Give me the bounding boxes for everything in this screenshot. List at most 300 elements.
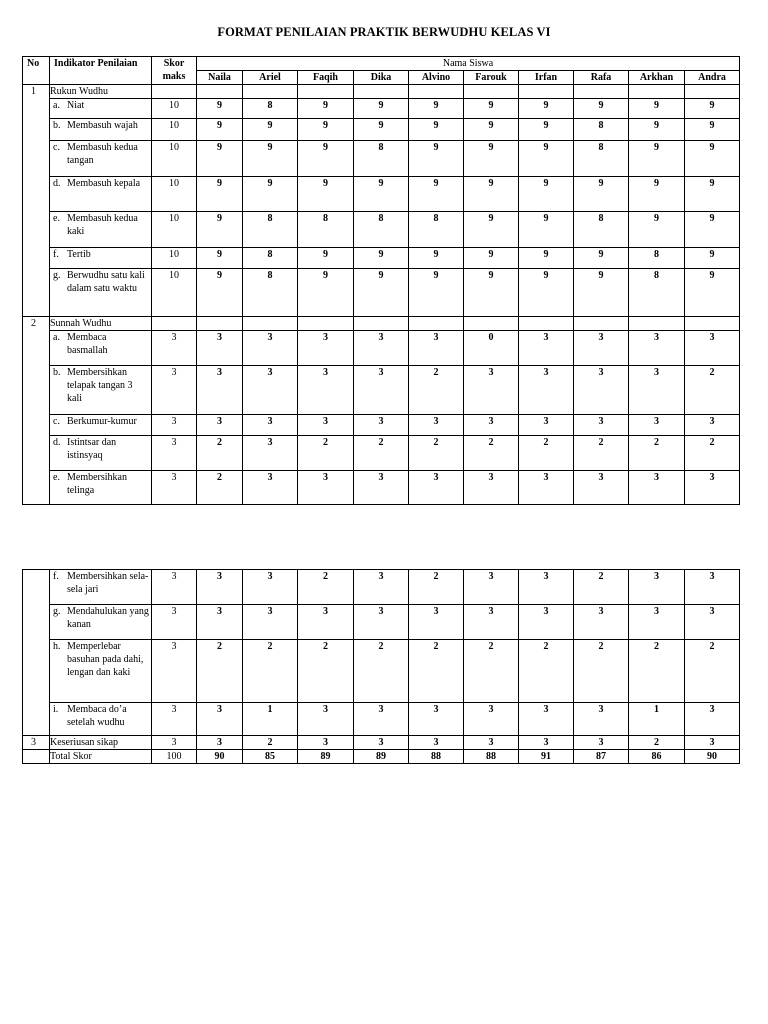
score-cell: 8 (574, 212, 629, 248)
score-cell: 3 (409, 415, 464, 436)
score-cell: 9 (629, 99, 685, 119)
score-cell: 3 (464, 703, 519, 736)
indicator-label: Berkumur-kumur (67, 416, 137, 427)
score-cell: 9 (409, 141, 464, 177)
table-row (23, 436, 740, 471)
score-cell: 3 (354, 415, 409, 436)
section-number-continued (23, 570, 50, 736)
empty-cell (574, 85, 629, 99)
score-cell: 1 (629, 703, 685, 736)
student-name: Farouk (464, 71, 519, 85)
empty-cell (409, 85, 464, 99)
score-cell: 9 (197, 99, 243, 119)
score-cell: 2 (243, 640, 298, 703)
table-row (23, 471, 740, 505)
indicator-letter: g. (53, 606, 61, 617)
score-cell: 9 (409, 99, 464, 119)
indicator-letter: f. (53, 249, 59, 260)
section-title: Rukun Wudhu (50, 85, 152, 99)
max-score-cell: 10 (152, 141, 197, 177)
indicator-label: Mendahulukan yang kanan (67, 606, 149, 630)
score-cell: 8 (243, 248, 298, 269)
score-cell: 8 (243, 269, 298, 317)
score-cell: 3 (574, 471, 629, 505)
score-cell: 9 (629, 177, 685, 212)
empty-cell (409, 317, 464, 331)
empty-cell (629, 85, 685, 99)
max-score-cell: 3 (152, 570, 197, 605)
indicator-letter: g. (53, 270, 61, 281)
score-cell: 3 (298, 366, 354, 415)
section-number: 1 (23, 85, 50, 317)
indicator-letter: b. (53, 367, 61, 378)
indicator-label: Istintsar dan istinsyaq (67, 437, 117, 461)
score-cell: 3 (197, 331, 243, 366)
table-row (23, 640, 740, 703)
score-cell: 9 (298, 177, 354, 212)
indicator-label: Tertib (67, 249, 91, 260)
score-cell: 3 (243, 570, 298, 605)
student-name: Irfan (519, 71, 574, 85)
indicator-letter: c. (53, 416, 60, 427)
total-row (23, 750, 740, 764)
table-row (23, 99, 740, 119)
score-cell: 3 (197, 703, 243, 736)
table-row (23, 570, 740, 605)
score-cell: 1 (243, 703, 298, 736)
student-name: Alvino (409, 71, 464, 85)
score-cell: 3 (464, 366, 519, 415)
indicator-letter: b. (53, 120, 61, 131)
empty-cell (574, 317, 629, 331)
score-cell: 3 (243, 471, 298, 505)
score-cell: 3 (629, 366, 685, 415)
score-cell: 9 (685, 99, 740, 119)
score-cell: 2 (464, 640, 519, 703)
empty-cell (519, 85, 574, 99)
score-cell: 3 (574, 366, 629, 415)
indicator-cell (50, 119, 152, 141)
max-score-cell: 3 (152, 605, 197, 640)
score-cell: 86 (629, 750, 685, 764)
score-cell: 2 (197, 640, 243, 703)
student-name: Rafa (574, 71, 629, 85)
indicator-label: Membaca basmallah (67, 332, 108, 356)
score-cell: 9 (243, 141, 298, 177)
score-cell: 9 (464, 177, 519, 212)
score-cell: 9 (464, 269, 519, 317)
student-name: Ariel (243, 71, 298, 85)
indicator-cell (50, 141, 152, 177)
table-row (23, 605, 740, 640)
score-cell: 9 (354, 99, 409, 119)
score-cell: 3 (243, 331, 298, 366)
score-cell: 3 (243, 605, 298, 640)
score-cell: 89 (354, 750, 409, 764)
max-score-cell: 3 (152, 640, 197, 703)
score-cell: 9 (409, 269, 464, 317)
score-cell: 9 (298, 99, 354, 119)
empty-cell (243, 85, 298, 99)
score-cell: 9 (243, 177, 298, 212)
score-cell: 9 (629, 141, 685, 177)
score-cell: 9 (243, 119, 298, 141)
empty-cell (298, 317, 354, 331)
score-cell: 9 (574, 248, 629, 269)
indicator-cell (50, 471, 152, 505)
empty-cell (464, 317, 519, 331)
indicator-label: Niat (67, 100, 85, 111)
max-score-cell: 3 (152, 366, 197, 415)
score-cell: 3 (354, 570, 409, 605)
score-cell: 3 (685, 331, 740, 366)
score-cell: 9 (685, 141, 740, 177)
score-cell: 9 (464, 99, 519, 119)
score-cell: 87 (574, 750, 629, 764)
indicator-letter: d. (53, 178, 61, 189)
score-cell: 2 (409, 570, 464, 605)
indicator-cell (50, 269, 152, 317)
table-row (23, 248, 740, 269)
score-cell: 9 (685, 269, 740, 317)
max-score-cell: 3 (152, 703, 197, 736)
indicator-cell (50, 570, 152, 605)
score-cell: 3 (354, 366, 409, 415)
score-cell: 3 (409, 471, 464, 505)
score-cell: 9 (197, 119, 243, 141)
indicator-cell (50, 415, 152, 436)
score-cell: 9 (298, 119, 354, 141)
indicator-letter: f. (53, 571, 59, 582)
empty-cell (629, 317, 685, 331)
page-title: FORMAT PENILAIAN PRAKTIK BERWUDHU KELAS VI (217, 25, 551, 39)
attitude-row (23, 736, 740, 750)
score-cell: 9 (409, 177, 464, 212)
score-cell: 3 (197, 736, 243, 750)
table-row (23, 703, 740, 736)
score-cell: 8 (298, 212, 354, 248)
score-cell: 2 (574, 640, 629, 703)
table-row (23, 177, 740, 212)
score-cell: 9 (574, 99, 629, 119)
score-cell: 3 (519, 471, 574, 505)
score-cell: 9 (685, 248, 740, 269)
student-name: Naila (197, 71, 243, 85)
score-cell: 9 (298, 141, 354, 177)
student-name: Arkhan (629, 71, 685, 85)
score-cell: 9 (519, 212, 574, 248)
score-cell: 3 (629, 471, 685, 505)
score-cell: 2 (574, 436, 629, 471)
score-cell: 3 (574, 331, 629, 366)
score-cell: 9 (298, 248, 354, 269)
score-cell: 3 (197, 366, 243, 415)
score-cell: 2 (519, 640, 574, 703)
indicator-label: Membersihkan telinga (67, 472, 127, 496)
score-cell: 8 (574, 141, 629, 177)
max-score-cell: 10 (152, 212, 197, 248)
indicator-cell (50, 177, 152, 212)
score-cell: 8 (409, 212, 464, 248)
score-cell: 8 (354, 212, 409, 248)
score-cell: 3 (243, 436, 298, 471)
indicator-letter: e. (53, 213, 60, 224)
score-cell: 3 (243, 366, 298, 415)
max-score-cell: 3 (152, 436, 197, 471)
score-cell: 9 (354, 269, 409, 317)
score-cell: 2 (197, 436, 243, 471)
student-name: Dika (354, 71, 409, 85)
indicator-label: Membaca do’a setelah wudhu (67, 704, 127, 728)
score-cell: 9 (519, 177, 574, 212)
max-score-cell: 100 (152, 750, 197, 764)
score-cell: 3 (519, 570, 574, 605)
score-cell: 90 (685, 750, 740, 764)
empty-cell (685, 85, 740, 99)
score-cell: 3 (298, 471, 354, 505)
score-cell: 3 (298, 736, 354, 750)
indicator-cell (50, 248, 152, 269)
empty-cell (464, 85, 519, 99)
score-cell: 2 (354, 640, 409, 703)
score-cell: 9 (685, 177, 740, 212)
max-score-cell: 10 (152, 119, 197, 141)
indicator-cell (50, 212, 152, 248)
empty-cell (298, 85, 354, 99)
score-cell: 9 (354, 248, 409, 269)
indicator-letter: a. (53, 100, 60, 111)
empty-cell (23, 750, 50, 764)
score-cell: 9 (464, 212, 519, 248)
score-cell: 3 (685, 736, 740, 750)
attitude-label: Keseriusan sikap (50, 736, 152, 750)
empty-cell (354, 85, 409, 99)
header-max-score: Skor maks (152, 57, 197, 85)
section-row (23, 317, 740, 331)
score-cell: 3 (409, 703, 464, 736)
score-cell: 2 (197, 471, 243, 505)
score-cell: 3 (243, 415, 298, 436)
table-row (23, 119, 740, 141)
score-cell: 2 (629, 736, 685, 750)
score-cell: 3 (464, 471, 519, 505)
score-cell: 2 (409, 640, 464, 703)
indicator-cell (50, 605, 152, 640)
score-cell: 3 (354, 605, 409, 640)
score-cell: 9 (197, 248, 243, 269)
score-cell: 2 (685, 640, 740, 703)
score-cell: 9 (197, 177, 243, 212)
score-cell: 9 (519, 99, 574, 119)
score-cell: 9 (685, 119, 740, 141)
student-name: Andra (685, 71, 740, 85)
header-indicator: Indikator Penilaian (50, 57, 152, 85)
indicator-label: Membersihkan sela-sela jari (67, 571, 149, 595)
score-cell: 3 (519, 366, 574, 415)
max-score-cell: 3 (152, 415, 197, 436)
score-cell: 9 (298, 269, 354, 317)
score-cell: 3 (354, 331, 409, 366)
indicator-cell (50, 366, 152, 415)
score-cell: 2 (464, 436, 519, 471)
score-cell: 9 (464, 248, 519, 269)
score-cell: 3 (519, 736, 574, 750)
empty-cell (197, 317, 243, 331)
max-score-cell: 3 (152, 331, 197, 366)
score-cell: 3 (197, 570, 243, 605)
max-score-cell: 10 (152, 177, 197, 212)
score-cell: 9 (464, 141, 519, 177)
score-cell: 8 (243, 212, 298, 248)
score-cell: 8 (629, 248, 685, 269)
header-no: No (23, 57, 50, 85)
score-cell: 3 (519, 415, 574, 436)
score-cell: 3 (298, 415, 354, 436)
score-cell: 2 (519, 436, 574, 471)
score-cell: 9 (629, 212, 685, 248)
section-row (23, 85, 740, 99)
score-cell: 2 (409, 366, 464, 415)
indicator-letter: i. (53, 704, 59, 715)
score-cell: 9 (354, 177, 409, 212)
indicator-letter: c. (53, 142, 60, 153)
section-title: Sunnah Wudhu (50, 317, 152, 331)
score-cell: 3 (574, 605, 629, 640)
max-score-cell: 10 (152, 269, 197, 317)
score-cell: 3 (354, 471, 409, 505)
score-cell: 2 (354, 436, 409, 471)
indicator-letter: a. (53, 332, 60, 343)
score-cell: 89 (298, 750, 354, 764)
score-cell: 3 (519, 703, 574, 736)
score-cell: 3 (409, 331, 464, 366)
score-cell: 9 (519, 248, 574, 269)
score-cell: 3 (629, 570, 685, 605)
section-number: 2 (23, 317, 50, 505)
score-cell: 2 (574, 570, 629, 605)
indicator-label: Membasuh wajah (67, 120, 138, 131)
table-row (23, 141, 740, 177)
score-cell: 3 (197, 415, 243, 436)
score-cell: 3 (464, 736, 519, 750)
score-cell: 3 (685, 415, 740, 436)
indicator-label: Berwudhu satu kali dalam satu waktu (67, 270, 145, 294)
score-cell: 3 (629, 605, 685, 640)
table-row (23, 212, 740, 248)
score-cell: 2 (629, 640, 685, 703)
score-cell: 3 (464, 415, 519, 436)
empty-cell (519, 317, 574, 331)
score-cell: 3 (574, 703, 629, 736)
empty-cell (152, 85, 197, 99)
score-cell: 2 (685, 366, 740, 415)
score-cell: 9 (354, 119, 409, 141)
score-cell: 88 (409, 750, 464, 764)
score-cell: 3 (354, 703, 409, 736)
score-cell: 3 (574, 736, 629, 750)
empty-cell (685, 317, 740, 331)
score-cell: 9 (197, 269, 243, 317)
score-cell: 3 (298, 605, 354, 640)
score-cell: 3 (298, 331, 354, 366)
score-cell: 3 (409, 605, 464, 640)
score-cell: 3 (197, 605, 243, 640)
score-cell: 2 (298, 640, 354, 703)
score-cell: 9 (519, 269, 574, 317)
score-cell: 9 (629, 119, 685, 141)
score-cell: 3 (354, 736, 409, 750)
table-row (23, 331, 740, 366)
empty-cell (354, 317, 409, 331)
score-cell: 8 (354, 141, 409, 177)
max-score-cell: 10 (152, 248, 197, 269)
indicator-label: Membasuh kepala (67, 178, 141, 189)
max-score-cell: 10 (152, 99, 197, 119)
score-cell: 2 (685, 436, 740, 471)
max-score-cell: 3 (152, 736, 197, 750)
indicator-cell (50, 436, 152, 471)
table-row (23, 366, 740, 415)
score-cell: 3 (519, 331, 574, 366)
score-cell: 9 (409, 248, 464, 269)
indicator-label: Membersihkan telapak tangan 3 kali (67, 367, 133, 404)
assessment-table-continued (22, 569, 740, 764)
score-cell: 9 (197, 141, 243, 177)
score-cell: 9 (464, 119, 519, 141)
score-cell: 3 (409, 736, 464, 750)
score-cell: 3 (629, 415, 685, 436)
score-cell: 2 (629, 436, 685, 471)
score-cell: 88 (464, 750, 519, 764)
score-cell: 91 (519, 750, 574, 764)
score-cell: 3 (685, 605, 740, 640)
empty-cell (197, 85, 243, 99)
indicator-cell (50, 640, 152, 703)
score-cell: 3 (685, 471, 740, 505)
score-cell: 3 (464, 570, 519, 605)
score-cell: 3 (298, 703, 354, 736)
student-name: Faqih (298, 71, 354, 85)
score-cell: 8 (574, 119, 629, 141)
header-student-names: Nama Siswa (197, 57, 740, 71)
score-cell: 0 (464, 331, 519, 366)
score-cell: 3 (629, 331, 685, 366)
score-cell: 2 (298, 436, 354, 471)
score-cell: 8 (243, 99, 298, 119)
score-cell: 90 (197, 750, 243, 764)
score-cell: 9 (574, 177, 629, 212)
score-cell: 3 (574, 415, 629, 436)
score-cell: 2 (409, 436, 464, 471)
score-cell: 9 (409, 119, 464, 141)
score-cell: 9 (197, 212, 243, 248)
score-cell: 9 (574, 269, 629, 317)
score-cell: 9 (519, 141, 574, 177)
score-cell: 3 (519, 605, 574, 640)
empty-cell (152, 317, 197, 331)
score-cell: 85 (243, 750, 298, 764)
score-cell: 9 (519, 119, 574, 141)
indicator-label: Membasuh kedua tangan (67, 142, 138, 166)
assessment-table (22, 56, 740, 505)
score-cell: 3 (685, 570, 740, 605)
table-row (23, 415, 740, 436)
total-label: Total Skor (50, 750, 152, 764)
indicator-label: Memperlebar basuhan pada dahi, lengan dan kaki (67, 641, 144, 678)
indicator-letter: h. (53, 641, 61, 652)
empty-cell (243, 317, 298, 331)
indicator-cell (50, 331, 152, 366)
